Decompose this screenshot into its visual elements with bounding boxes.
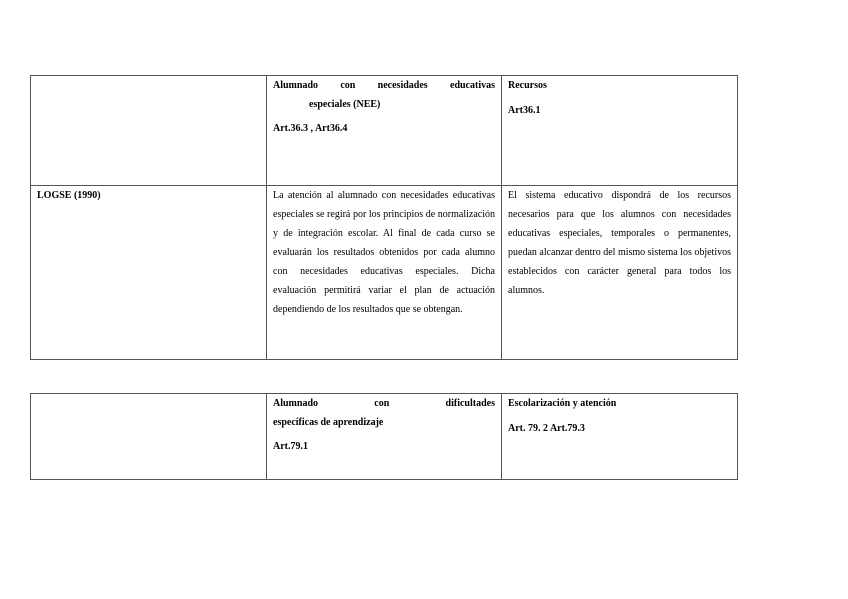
nee-description-text: La atención al alumnado con necesidades educativas especiales se regirá por los principios de normalización y de integración escolar. Al final de cada curso se evaluarán los resultados obtenidos por cada alumno con necesidades educativas especiales. Dicha evaluación permitirá variar el plan de actuación dependiendo de los resultados que se obtengan.: [273, 190, 495, 315]
difficulties-header-cell: [267, 394, 502, 480]
nee-article-reference: Art.36.3 , Art36.4: [273, 123, 348, 134]
resources-description-text: El sistema educativo dispondrá de los recursos necesarios para que los alumnos con necesidades educativas especiales, temporales o permanentes, puedan alcanzar dentro del mismo sistema los objetivos establecidos con carácter general para todos los alumnos.: [508, 190, 731, 296]
schooling-header-title: Escolarización y atención: [508, 398, 617, 409]
table-header-row: [31, 394, 738, 480]
nee-description-cell: [267, 186, 502, 360]
resources-header-cell: [502, 76, 738, 186]
schooling-article-reference: Art. 79. 2 Art.79.3: [508, 423, 585, 434]
nee-header-title: Alumnado con necesidades educativas: [273, 80, 495, 91]
empty-header-cell: [31, 76, 267, 186]
difficulties-article-reference: Art.79.1: [273, 441, 308, 452]
law-label-cell: LOGSE (1990): [31, 186, 267, 360]
table-row: [31, 186, 738, 360]
difficulties-header-title: Alumnado con dificultades: [273, 398, 495, 409]
empty-header-cell: [31, 394, 267, 480]
legislation-table-learning-difficulties: [30, 393, 738, 480]
nee-header-subtitle: especiales (NEE): [309, 99, 381, 110]
resources-description-cell: [502, 186, 738, 360]
resources-article-reference: Art36.1: [508, 105, 541, 116]
legislation-table-nee: [30, 75, 738, 360]
resources-header-title: Recursos: [508, 80, 547, 91]
difficulties-header-subtitle: específicas de aprendizaje: [273, 417, 384, 428]
schooling-header-cell: [502, 394, 738, 480]
table-header-row: [31, 76, 738, 186]
nee-header-cell: [267, 76, 502, 186]
